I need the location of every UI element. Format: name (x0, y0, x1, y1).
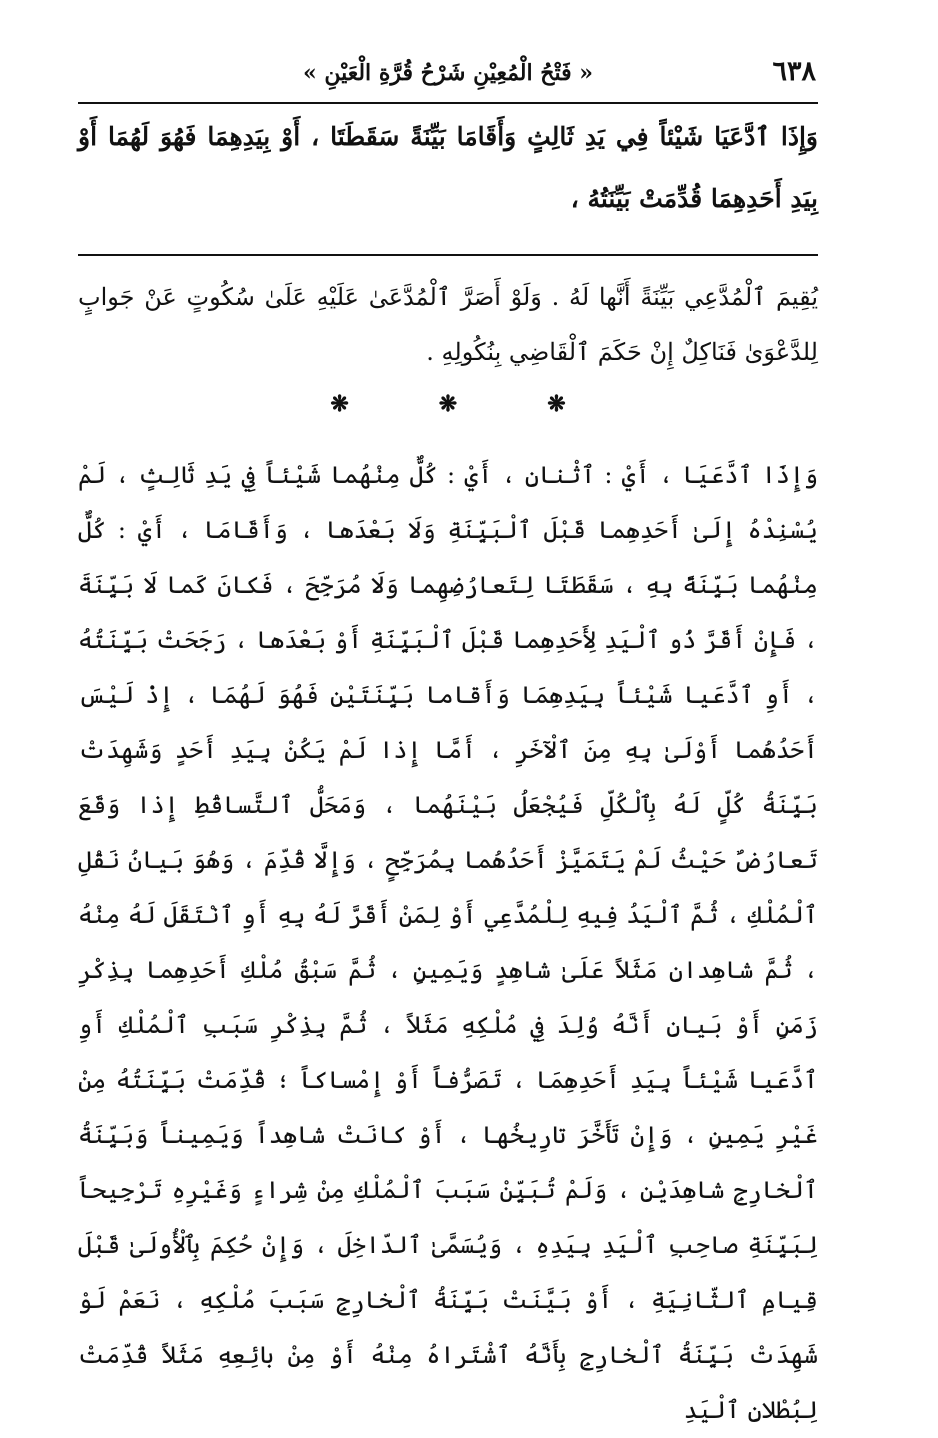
page-number: ٦٣٨ (772, 56, 816, 87)
sharh-main-text: وَإِذَا ٱدَّعَيَا ، أَيْ : ٱثْنانِ ، أَيْ : كُلٌّ مِنْهُما شَيْئاً فِي يَدِ ثَالِثٍ ، لَمْ يُسْنِدْهُ إِلَىٰ أَحَدِهِما قَبْلَ ٱلْبَيِّنَةِ وَلَا بَعْدَها ، وَأَقَامَا ، أَيْ : كُلٌّ مِنْهُما بَيِّنَةً بِهِ ، سَقَطَتَا لِتَعارُضِهِما وَلَا مُرَجِّحَ ، فَكانَ كَما لَا بَيِّنَةَ ، فَإِنْ أَقَرَّ ذُو ٱلْيَدِ لِأَحَدِهِما قَبْلَ ٱلْبَيِّنَةِ أَوْ بَعْدَها ، رَجَحَتْ بَيِّنَتُهُ ، أَوِ ٱدَّعَيا شَيْئاً بِيَدِهِمَا وَأَقاما بَيِّنَتَيْنِ فَهُوَ لَهُمَا ، إِذْ لَيْسَ أَحَدُهُما أَوْلَىٰ بِهِ مِنَ ٱلْآخَرِ ، أَمَّا إِذا لَمْ يَكُنْ بِيَدِ أَحَدٍ وَشَهِدَتْ بَيِّنَةُ كُلٍّ لَهُ بِٱلْكُلِّ فَيُجْعَلُ بَيْنَهُما ، وَمَحَلُّ ٱلتَّساقُطِ إِذا وَقَعَ تَعارُضٌ حَيْثُ لَمْ يَتَمَيَّزْ أَحَدُهُما بِمُرَجِّحٍ ، وَإِلَّا قُدِّمَ ، وَهُوَ بَيانُ نَقْلِ ٱلْمُلْكِ ، ثُمَّ ٱلْيَدُ فِيهِ لِلْمُدَّعِي أَوْ لِمَنْ أَقَرَّ لَهُ بِهِ أَوِ ٱنْتَقَلَ لَهُ مِنْهُ ، ثُمَّ شاهِدانِ مَثَلاً عَلَىٰ شاهِدٍ وَيَمِينٍ ، ثُمَّ سَبْقُ مُلْكِ أَحَدِهِما بِذِكْرِ زَمَنٍ أَوْ بَيانِ أَنَّهُ وُلِدَ فِي مُلْكِهِ مَثَلاً ، ثُمَّ بِذِكْرِ سَبَبِ ٱلْمُلْكِ أَوِ ٱدَّعَيا شَيْئاً بِيَدِ أَحَدِهِمَا ، تَصَرُّفاً أَوْ إِمْساكاً ؛ قُدِّمَتْ بَيِّنَتُهُ مِنْ غَيْرِ يَمِينٍ ، وَإِنْ تَأَخَّرَ تارِيخُها ، أَوْ كانَتْ شاهِداً وَيَمِيناً وَبَيِّنَةُ ٱلْخارِجِ شاهِدَيْنِ ، وَلَمْ تُبَيِّنْ سَبَبَ ٱلْمُلْكِ مِنْ شِراءٍ وَغَيْرِهِ تَرْجِيحاً لِبَيِّنَةِ صاحِبِ ٱلْيَدِ بِيَدِهِ ، وَيُسَمَّىٰ ٱلدّاخِلَ ، وَإِنْ حُكِمَ بِٱلْأُولَىٰ قَبْلَ قِيامِ ٱلثّانِيَةِ ، أَوْ بَيَّنَتْ بَيِّنَةُ ٱلْخارِجِ سَبَبَ مُلْكِهِ ، نَعَمْ لَوْ شَهِدَتْ بَيِّنَةُ ٱلْخارِجِ بِأَنَّهُ ٱشْتَراهُ مِنْهُ أَوْ مِنْ بائِعِهِ مَثَلاً قُدِّمَتْ لِبُطْلانِ ٱلْيَدِ (78, 461, 818, 1424)
star-icon: ❋ (547, 391, 566, 417)
star-icon: ❋ (438, 391, 458, 417)
matn-text: وَإِذَا ٱدَّعَيَا شَيْئاً فِي يَدِ ثَالِثٍ وَأَقَامَا بَيِّنَةً سَقَطَتَا ، أَوْ بِيَدِهِمَا فَهُوَ لَهُمَا أَوْ بِيَدِ أَحَدِهِمَا قُدِّمَتْ بَيِّنَتُهُ ، (78, 122, 818, 213)
sharh-intro-text: يُقِيمَ ٱلْمُدَّعِي بَيِّنَةً أَنَّها لَهُ . وَلَوْ أَصَرَّ ٱلْمُدَّعَىٰ عَلَيْهِ عَلَىٰ سُكُوتٍ عَنْ جَوابٍ لِلدَّعْوَىٰ فَنَاكِلٌ إِنْ حَكَمَ ٱلْقَاضِي بِنُكُولِهِ . (78, 283, 818, 366)
star-separator (78, 384, 818, 424)
section-rule (78, 254, 818, 256)
running-title: « فَتْحُ الْمُعِيْنِ شَرْحُ قُرَّةِ الْعَيْنِ » (302, 60, 594, 86)
book-page (78, 50, 818, 1438)
running-head (78, 50, 818, 102)
header-rule (78, 102, 818, 104)
star-icon: ❋ (330, 391, 349, 417)
